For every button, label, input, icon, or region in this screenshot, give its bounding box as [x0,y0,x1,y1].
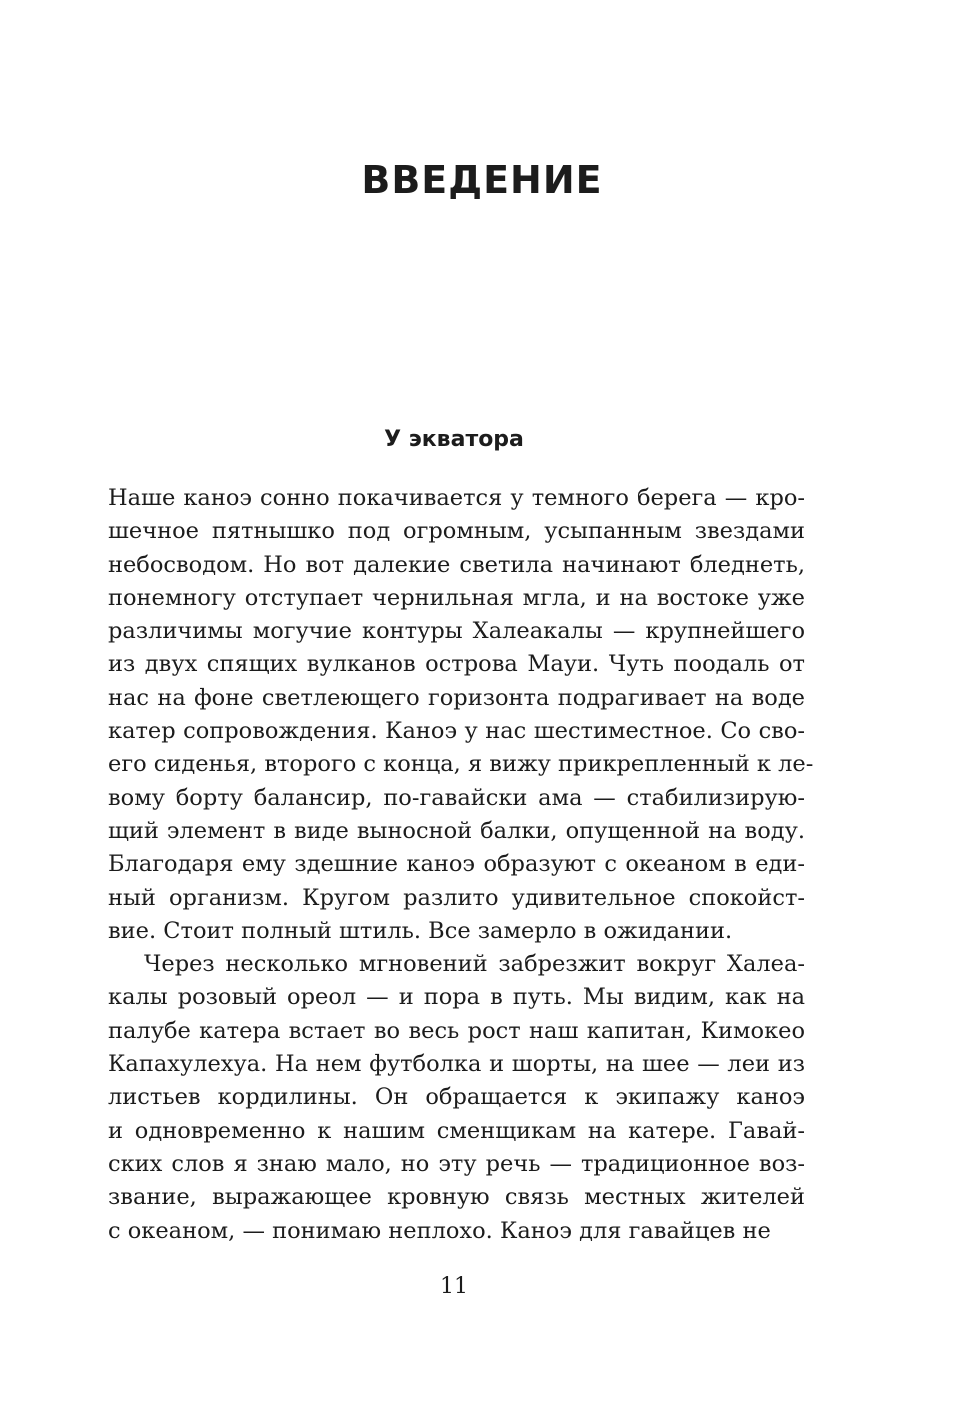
text-line: ских слов я знаю мало, но эту речь — традиционное воз- [108,1150,805,1177]
text-line: калы розовый ореол — и пора в путь. Мы видим, как на [108,984,805,1011]
text-line: понемногу отступает чернильная мгла, и на востоке уже [108,584,805,611]
section-title: У экватора [384,427,524,452]
text-line: из двух спящих вулканов острова Мауи. Чуть поодаль от [108,651,805,678]
text-line: с океаном, — понимаю неплохо. Каноэ для гавайцев не [108,1217,771,1244]
text-line: звание, выражающее кровную связь местных жителей [108,1184,805,1211]
text-line: вие. Стоит полный штиль. Все замерло в ожидании. [108,917,733,944]
text-line: щий элемент в виде выносной балки, опущенной на воду. [108,817,805,844]
text-line: нас на фоне светлеющего горизонта подрагивает на воде [108,684,805,711]
text-line: Наше каноэ сонно покачивается у темного берега — кро- [108,485,805,511]
text-line: листьев кордилины. Он обращается к экипажу каноэ [108,1084,805,1111]
text-line: Капахулехуа. На нем футболка и шорты, на шее — леи из [108,1051,805,1078]
text-line: вому борту балансир, по-гавайски ама — стабилизирую- [108,784,805,811]
paragraph [108,482,814,948]
text-line: Через несколько мгновений забрезжит вокруг Халеа- [144,951,805,978]
text-line: небосводом. Но вот далекие светила начинают бледнеть, [108,551,805,578]
page-number: 11 [440,1274,468,1299]
chapter-title: ВВЕДЕНИЕ [361,158,603,202]
paragraph [108,948,805,1248]
text-line: шечное пятнышко под огромным, усыпанным звездами [108,518,805,545]
text-line: палубе катера встает во весь рост наш капитан, Кимокео [108,1017,805,1044]
text-line: и одновременно к нашим сменщикам на катере. Гавай- [108,1117,805,1144]
text-line: катер сопровождения. Каноэ у нас шестиместное. Со сво- [108,718,805,745]
text-line: ный организм. Кругом разлито удивительное спокойст- [108,884,805,911]
text-line: различимы могучие контуры Халеакалы — крупнейшего [108,618,805,645]
text-line: его сиденья, второго с конца, я вижу прикрепленный к ле- [108,751,814,778]
body-text [108,482,814,1248]
text-line: Благодаря ему здешние каноэ образуют с океаном в еди- [108,851,805,878]
